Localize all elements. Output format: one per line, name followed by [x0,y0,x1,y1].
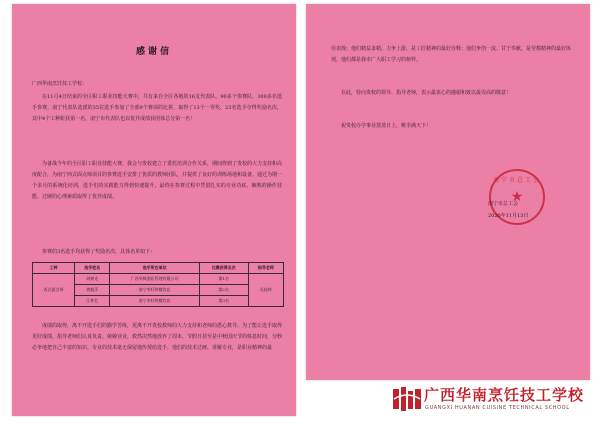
signature-date: 2020年11月13日 [488,213,529,219]
trade-cell: 西式面点师 [33,274,75,307]
letter-title: 感谢信 [135,47,172,57]
contestant-name: 江梓忆 [75,296,110,307]
paragraph-4: 成绩的取得，离不开选手们的勤学苦练，更离不开贵校教师的大力支持和老师的悉心教导。为了能让选手取得更好成绩，指导老师们认真负责、兢兢业业，救然决然地放弃了周末、节假日甚至是中秋国庆节的休息时间，分秒必争地把自己丰富的知识、专业的技术毫无保留地传授给选手，他们的技术过硬、讲解专业，是职业精神的最 [32,323,283,351]
contestant-rank: 第3名 [199,296,248,307]
school-name-cn: 广西华南烹饪技工学校 [424,386,585,404]
salutation: 广西华南烹饪技工学校： [32,81,88,87]
contestant-unit: 南宁市旺哞餐饮店 [110,285,199,296]
table-header: 选手姓名 [75,263,110,274]
letter-page-left [12,4,296,416]
paragraph-3: 参赛的3名选手均获得了奖励名次，具体名单如下： [42,249,156,255]
school-emblem-icon [392,387,422,411]
contestant-rank: 第1名 [199,274,248,285]
table-header: 指导老师 [248,263,283,274]
school-name-en: GUANGXI HUANAN CUISINE TECHNICAL SCHOOL [425,405,570,411]
table-row [33,274,284,285]
paragraph-6: 在此，特向贵校的领导、指导老师，表示最衷心的感谢和致以最崇高的敬意！ [341,90,512,96]
school-logo [392,383,598,417]
paragraph-5: 佳表现；他们精益求精、力争上游，是工匠精神的最好诠释；他们争创一流、甘于奉献，是劳模精神的最好体现，他们都是我市广大职工学习的榜样。 [331,46,572,63]
seal-text: 南宁市总工会 [492,177,541,184]
table-header-row [33,263,284,274]
teacher-cell: 吴桂林 [248,274,283,307]
contestant-unit: 南宁市旺哞餐饮店 [110,296,199,307]
signer: 南宁市总工会 [488,201,519,207]
table-header: 选手所在单位 [110,263,199,274]
contestant-name: 胡树光 [75,274,110,285]
contestant-unit: 广西华枫酒店管理有限公司 [110,274,199,285]
contestant-rank: 第2名 [199,285,248,296]
table-header: 工种 [33,263,75,274]
paragraph-1: 在11月4日结束的全区职工职业技能大赛中，共有来自全区各地的16支代表队、90多个参赛队、300多名选手参赛，南宁代表队选派的35位选手参加了全部9个赛项的比拼，取得了13个一等奖、23名选手夺得奖励名次，其中4个工种斩获第一名，南宁市代表队也以优异成绩获团体总分第一名！ [32,94,282,122]
paragraph-2: 为备战今年的全区职工职业技能大赛，我会与贵校建立了委托培训合作关系，期间得到了贵校的大力支持和高度配合，为南宁西式面点师项目的参赛选手安排了优质的教师团队，并提供了良好的训练场地和设备。通过为期一个多月的系统化培训，选手们的实践能力得到快速提升，最终在参赛过程中凭借扎实的专业功底、娴熟的操作技能、过硬的心理素质取得了优异成绩。 [32,161,283,200]
table-header: 比赛获得名次 [199,263,248,274]
awards-table [32,262,284,307]
paragraph-7: 祝贵校办学事业蒸蒸日上，桃李满天下！ [341,123,432,129]
contestant-name: 黄毅萍 [75,285,110,296]
seal-star-icon: ★ [510,189,524,205]
letter-page-right [306,4,590,380]
